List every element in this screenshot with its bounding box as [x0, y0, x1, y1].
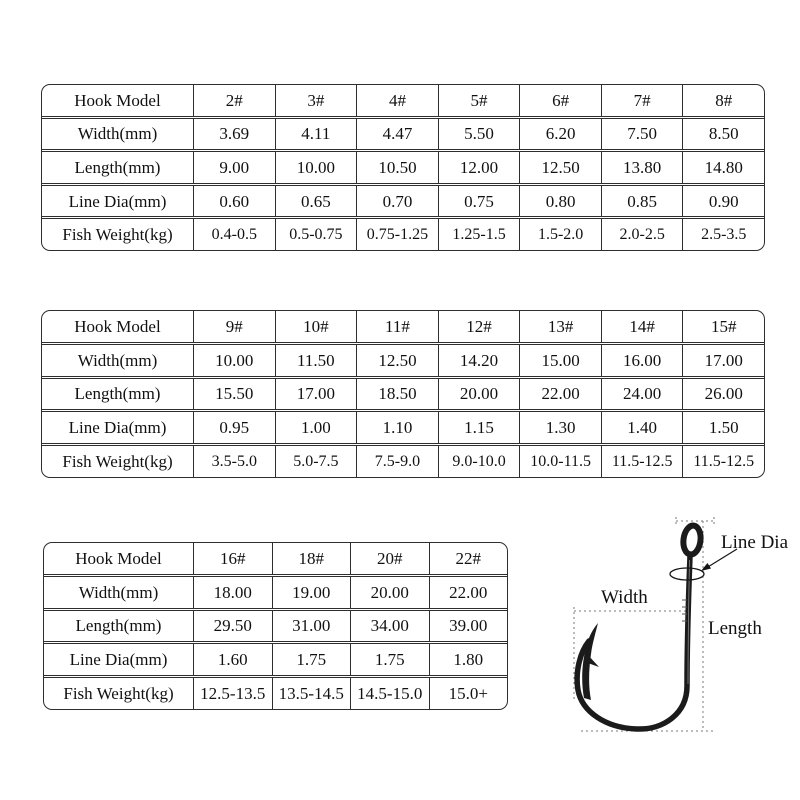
- value-cell: 19.00: [273, 577, 352, 608]
- spec-table-models-9-15: [41, 310, 765, 478]
- hook-eye: [682, 525, 702, 556]
- table-row: [42, 311, 764, 345]
- value-cell: 1.75: [273, 644, 352, 675]
- value-cell: 7#: [602, 85, 684, 116]
- value-cell: 1.50: [708, 418, 739, 438]
- value-cell: 0.65: [276, 186, 358, 217]
- value-cell: 31.00: [273, 611, 352, 642]
- row-label-cell: Width(mm): [42, 345, 194, 376]
- value-cell: 12.00: [439, 152, 521, 183]
- value-cell: 11#: [357, 311, 439, 342]
- value-cell: 14.20: [439, 345, 521, 376]
- value-cell: 4.47: [357, 119, 439, 150]
- value-cell: 4#: [357, 85, 439, 116]
- value-cell: 9.0-10.0: [439, 446, 521, 477]
- value-cell: 9.00: [194, 152, 276, 183]
- row-label-cell: Line Dia(mm): [42, 412, 194, 443]
- table-row: [42, 219, 764, 250]
- value-cell: 11.50: [276, 345, 358, 376]
- row-label-cell: Fish Weight(kg): [42, 446, 194, 477]
- table-row: [44, 543, 507, 577]
- value-cell: 22#: [455, 548, 481, 568]
- value-cell: 0.80: [520, 186, 602, 217]
- row-label-cell: Fish Weight(kg): [44, 678, 194, 709]
- value-cell: 1.30: [520, 412, 602, 443]
- value-cell: 26.00: [704, 384, 743, 404]
- value-cell: 2.0-2.5: [602, 219, 684, 250]
- value-cell: 3.69: [194, 119, 276, 150]
- value-cell: 13.5-14.5: [273, 678, 352, 709]
- value-cell: 8.50: [708, 124, 739, 144]
- row-label-cell: Width(mm): [44, 577, 194, 608]
- value-cell: 0.90: [708, 191, 739, 211]
- value-cell: 20.00: [351, 577, 430, 608]
- row-label-cell: Hook Model: [42, 311, 194, 342]
- value-cell: 24.00: [602, 379, 684, 410]
- table-row: [44, 611, 507, 645]
- value-cell: 1.5-2.0: [520, 219, 602, 250]
- row-label-cell: Line Dia(mm): [42, 186, 194, 217]
- dimension-dotted-lines: [574, 517, 714, 731]
- table-row: [44, 644, 507, 678]
- value-cell: 5#: [439, 85, 521, 116]
- hook-body: [577, 525, 702, 729]
- value-cell: 12.50: [357, 345, 439, 376]
- row-label-cell: Length(mm): [44, 611, 194, 642]
- table-row: [42, 119, 764, 153]
- value-cell: 0.60: [194, 186, 276, 217]
- value-cell: 1.80: [453, 650, 484, 670]
- value-cell: 18.00: [194, 577, 273, 608]
- value-cell: 17.00: [704, 350, 743, 370]
- value-cell: 8#: [715, 90, 733, 110]
- value-cell: 12.50: [520, 152, 602, 183]
- value-cell: 2.5-3.5: [701, 225, 747, 243]
- row-label-cell: Hook Model: [44, 543, 194, 574]
- value-cell: 10#: [276, 311, 358, 342]
- value-cell: 10.00: [276, 152, 358, 183]
- value-cell: 10.0-11.5: [520, 446, 602, 477]
- value-cell: 13#: [520, 311, 602, 342]
- value-cell: 14.5-15.0: [351, 678, 430, 709]
- value-cell: 2#: [194, 85, 276, 116]
- row-label-cell: Hook Model: [42, 85, 194, 116]
- value-cell: 20.00: [439, 379, 521, 410]
- value-cell: 6.20: [520, 119, 602, 150]
- value-cell: 20#: [351, 543, 430, 574]
- value-cell: 18.50: [357, 379, 439, 410]
- value-cell: 22.00: [520, 379, 602, 410]
- value-cell: 0.95: [194, 412, 276, 443]
- value-cell: 10.00: [194, 345, 276, 376]
- value-cell: 11.5-12.5: [602, 446, 684, 477]
- value-cell: 15#: [711, 316, 737, 336]
- value-cell: 18#: [273, 543, 352, 574]
- table-row: [42, 186, 764, 220]
- value-cell: 14#: [602, 311, 684, 342]
- value-cell: 6#: [520, 85, 602, 116]
- value-cell: 12#: [439, 311, 521, 342]
- value-cell: 1.15: [439, 412, 521, 443]
- row-label-cell: Length(mm): [42, 379, 194, 410]
- table-row: [42, 412, 764, 446]
- row-label-cell: Line Dia(mm): [44, 644, 194, 675]
- spec-table-models-16-22: [43, 542, 508, 710]
- value-cell: 9#: [194, 311, 276, 342]
- value-cell: 11.5-12.5: [693, 452, 755, 470]
- value-cell: 17.00: [276, 379, 358, 410]
- value-cell: 34.00: [351, 611, 430, 642]
- value-cell: 3#: [276, 85, 358, 116]
- value-cell: 10.50: [357, 152, 439, 183]
- value-cell: 15.0+: [448, 684, 488, 704]
- value-cell: 1.75: [351, 644, 430, 675]
- value-cell: 3.5-5.0: [194, 446, 276, 477]
- value-cell: 0.85: [602, 186, 684, 217]
- table-row: [42, 152, 764, 186]
- value-cell: 0.5-0.75: [276, 219, 358, 250]
- value-cell: 1.40: [602, 412, 684, 443]
- value-cell: 22.00: [449, 582, 488, 602]
- value-cell: 7.50: [602, 119, 684, 150]
- value-cell: 1.00: [276, 412, 358, 443]
- value-cell: 29.50: [194, 611, 273, 642]
- row-label-cell: Width(mm): [42, 119, 194, 150]
- value-cell: 4.11: [276, 119, 358, 150]
- value-cell: 5.50: [439, 119, 521, 150]
- table-row: [42, 446, 764, 477]
- table-row: [44, 577, 507, 611]
- row-label-cell: Fish Weight(kg): [42, 219, 194, 250]
- value-cell: 7.5-9.0: [357, 446, 439, 477]
- table-row: [42, 379, 764, 413]
- length-label: Length: [708, 618, 762, 639]
- table-row: [42, 85, 764, 119]
- value-cell: 16#: [194, 543, 273, 574]
- value-cell: 15.00: [520, 345, 602, 376]
- value-cell: 0.70: [357, 186, 439, 217]
- value-cell: 39.00: [449, 616, 488, 636]
- value-cell: 16.00: [602, 345, 684, 376]
- table-row: [44, 678, 507, 709]
- row-label-cell: Length(mm): [42, 152, 194, 183]
- value-cell: 0.4-0.5: [194, 219, 276, 250]
- value-cell: 15.50: [194, 379, 276, 410]
- value-cell: 0.75-1.25: [357, 219, 439, 250]
- value-cell: 12.5-13.5: [194, 678, 273, 709]
- value-cell: 1.10: [357, 412, 439, 443]
- value-cell: 0.75: [439, 186, 521, 217]
- hook-dimension-diagram: [555, 500, 800, 770]
- line-dia-label: Line Dia: [721, 532, 789, 553]
- value-cell: 1.25-1.5: [439, 219, 521, 250]
- width-label: Width: [601, 587, 648, 608]
- value-cell: 14.80: [704, 157, 743, 177]
- value-cell: 1.60: [194, 644, 273, 675]
- value-cell: 5.0-7.5: [276, 446, 358, 477]
- table-row: [42, 345, 764, 379]
- value-cell: 13.80: [602, 152, 684, 183]
- spec-table-models-2-8: [41, 84, 765, 251]
